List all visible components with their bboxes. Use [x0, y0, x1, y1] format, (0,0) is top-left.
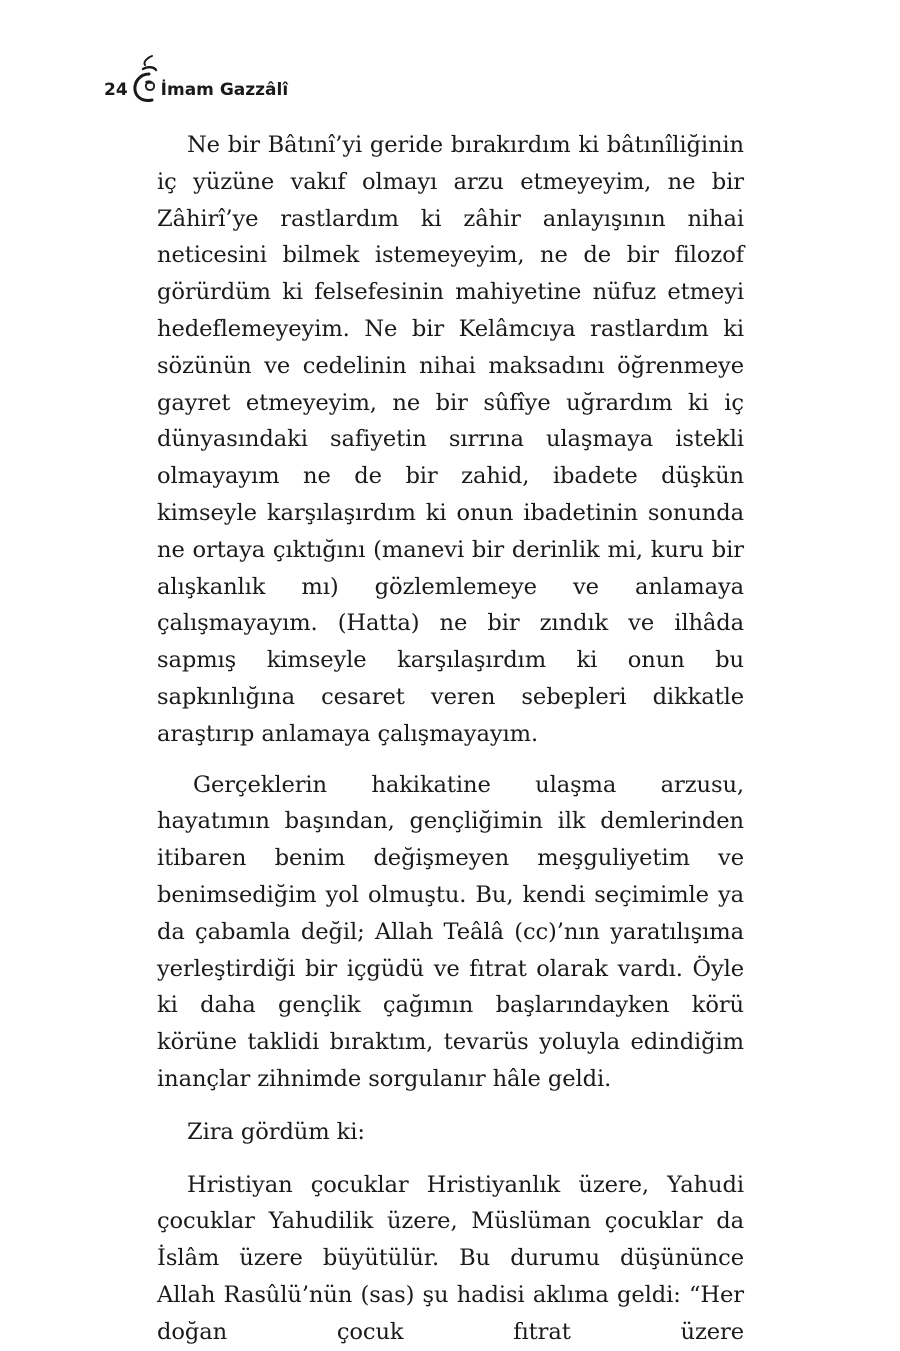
page-header — [104, 44, 288, 104]
calligraphy-ornament-icon — [130, 52, 160, 104]
page-number: 24 — [104, 80, 128, 100]
paragraph: Gerçeklerin hakikatine ulaşma arzusu, hayatımın başından, gençliğimin ilk demlerinden itibaren benim değişmeyen meşguliyetim ve benimsediğim yol olmuştu. Bu, kendi seçimimle ya da çabamla değil; Allah Teâlâ (cc)’nın yaratılışıma yerleştirdiği bir içgüdü ve fıtrat olarak vardı. Öyle ki daha gençlik çağımın başlarındayken körü körüne taklidi bıraktım, tevarüs yoluyla edindiğim inançlar zihnimde sorgulanır hâle geldi. — [157, 771, 744, 1092]
running-title: İmam Gazzâlî — [160, 80, 289, 100]
paragraph: Zira gördüm ki: — [187, 1118, 365, 1145]
paragraph: Ne bir Bâtınî’yi geride bırakırdım ki bâtınîliğinin iç yüzüne vakıf olmayı arzu etmeyeyim, ne bir Zâhirî’ye rastlardım ki zâhir anlayışının nihai neticesini bilmek istemeyeyim, ne de bir filozof görürdüm ki felsefesinin mahiyetine nüfuz etmeyi hedeflemeyeyim. Ne bir Kelâmcıya rastlardım ki sözünün ve cedelinin nihai maksadını öğrenmeye gayret etmeyeyim, ne bir sûfîye uğrardım ki iç dünyasındaki safiyetin sırrına ulaşmaya istekli olmayayım ne de bir zahid, ibadete düşkün kimseyle karşılaşırdım ki onun ibadetinin sonunda ne ortaya çıktığını (manevi bir derinlik mi, kuru bir alışkanlık mı) gözlemlemeye ve anlamaya çalışmayayım. (Hatta) ne bir zındık ve ilhâda sapmış kimseyle karşılaşırdım ki onun bu sapkınlığına cesaret veren sebepleri dikkatle araştırıp anlamaya çalışmayayım. — [157, 132, 744, 747]
body-text — [157, 127, 744, 1351]
paragraph: Hristiyan çocuklar Hristiyanlık üzere, Yahudi çocuklar Yahudilik üzere, Müslüman çocuklar da İslâm üzere büyütülür. Bu durumu düşününce Allah Rasûlü’nün (sas) şu hadisi aklıma geldi: “Her doğan çocuk fıtrat üzere — [157, 1171, 744, 1345]
